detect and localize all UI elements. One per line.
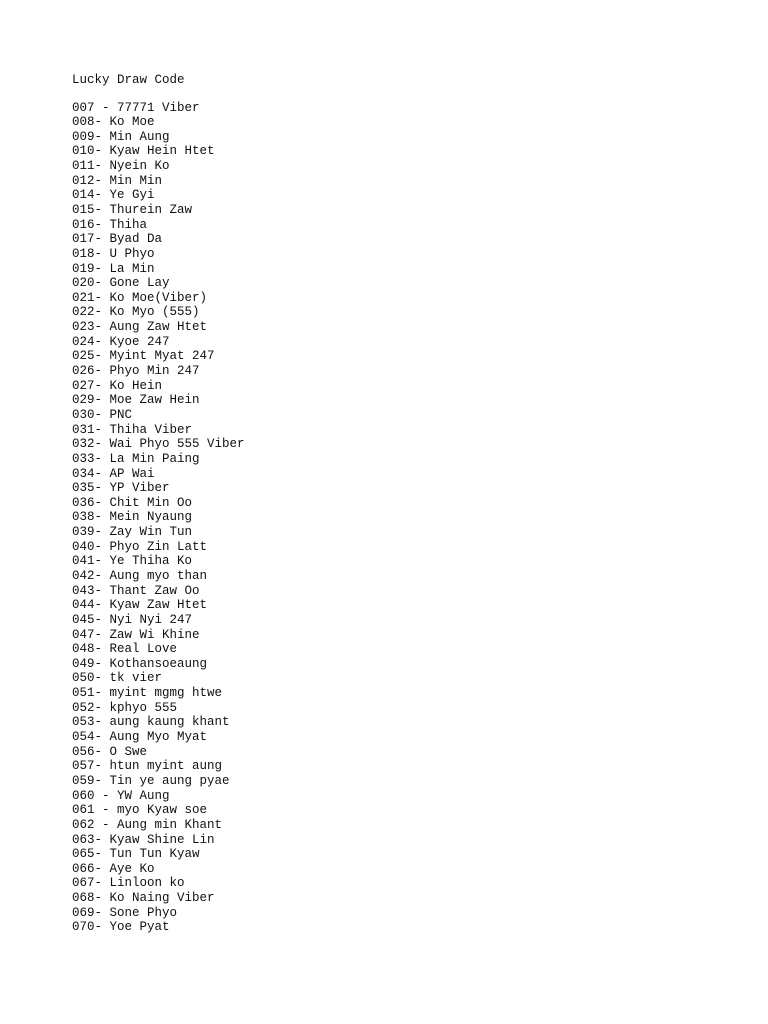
list-item: 024- Kyoe 247 (72, 334, 170, 349)
list-item: 033- La Min Paing (72, 451, 200, 466)
list-item: 008- Ko Moe (72, 115, 155, 130)
list-item: 041- Ye Thiha Ko (72, 554, 193, 569)
list-item: 011- Nyein Ko (72, 159, 170, 174)
list-item: 026- Phyo Min 247 (72, 364, 200, 379)
list-item: 043- Thant Zaw Oo (72, 583, 200, 598)
list-item: 030- PNC (72, 407, 133, 422)
list-item: 056- O Swe (72, 744, 148, 759)
list-item: 015- Thurein Zaw (72, 202, 193, 217)
list-item: 021- Ko Moe(Viber) (72, 290, 208, 305)
list-item: 038- Mein Nyaung (72, 510, 193, 525)
list-item: 042- Aung myo than (72, 569, 208, 583)
list-item: 062 - Aung min Khant (72, 817, 223, 832)
list-item: 057- htun myint aung (72, 759, 223, 774)
list-item: 014- Ye Gyi (72, 188, 155, 203)
document-page (72, 71, 245, 935)
list-item: 053- aung kaung khant (72, 715, 230, 730)
list-item: 050- tk vier (72, 671, 163, 686)
list-item: 068- Ko Naing Viber (72, 891, 215, 906)
list-item: 070- Yoe Pyat (72, 920, 170, 935)
list-item: 035- YP Viber (72, 481, 170, 496)
list-item: 012- Min Min (72, 173, 163, 188)
entry-list (72, 101, 245, 936)
list-item: 031- Thiha Viber (72, 422, 193, 437)
list-item: 034- AP Wai (72, 466, 155, 481)
list-item: 063- Kyaw Shine Lin (72, 832, 215, 847)
list-item: 020- Gone Lay (72, 276, 170, 291)
list-item: 022- Ko Myo (555) (72, 305, 200, 320)
list-item: 019- La Min (72, 261, 155, 276)
list-item: 060 - YW Aung (72, 788, 170, 803)
list-item: 029- Moe Zaw Hein (72, 393, 200, 408)
list-item: 025- Myint Myat 247 (72, 349, 215, 364)
list-item: 067- Linloon ko (72, 876, 185, 891)
list-item: 049- Kothansoeaung (72, 656, 208, 671)
list-item: 027- Ko Hein (72, 378, 163, 393)
list-item: 018- U Phyo (72, 246, 155, 261)
list-item: 009- Min Aung (72, 129, 170, 144)
list-item: 039- Zay Win Tun (72, 525, 193, 540)
list-item: 061 - myo Kyaw soe (72, 803, 208, 818)
document-title: Lucky Draw Code (72, 73, 185, 87)
list-item: 007 - 77771 Viber (72, 100, 200, 115)
list-item: 032- Wai Phyo 555 Viber (72, 437, 245, 452)
list-item: 040- Phyo Zin Latt (72, 539, 208, 554)
list-item: 047- Zaw Wi Khine (72, 627, 200, 642)
list-item: 051- myint mgmg htwe (72, 686, 223, 701)
list-item: 054- Aung Myo Myat (72, 730, 208, 745)
list-item: 052- kphyo 555 (72, 700, 178, 715)
list-item: 023- Aung Zaw Htet (72, 320, 208, 335)
list-item: 069- Sone Phyo (72, 905, 178, 920)
list-item: 044- Kyaw Zaw Htet (72, 598, 208, 613)
list-item: 066- Aye Ko (72, 861, 155, 876)
list-item: 059- Tin ye aung pyae (72, 773, 230, 788)
list-item: 017- Byad Da (72, 232, 163, 247)
list-item: 048- Real Love (72, 642, 178, 657)
list-item: 036- Chit Min Oo (72, 495, 193, 510)
list-item: 016- Thiha (72, 217, 148, 232)
list-item: 065- Tun Tun Kyaw (72, 847, 200, 862)
list-item: 045- Nyi Nyi 247 (72, 612, 193, 627)
list-item: 010- Kyaw Hein Htet (72, 144, 215, 159)
